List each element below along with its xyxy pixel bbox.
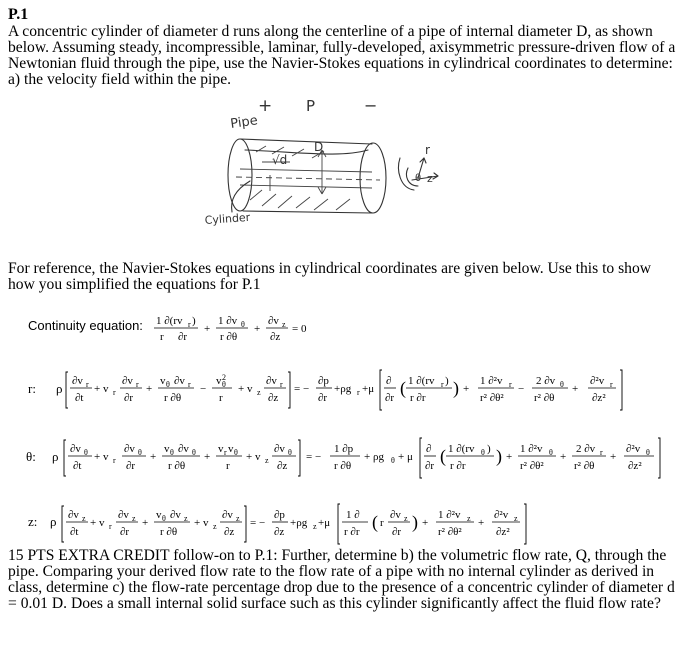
- svg-text:∂p: ∂p: [318, 375, 329, 387]
- svg-text:z: z: [184, 514, 188, 523]
- svg-text:∂r: ∂r: [126, 460, 136, 472]
- svg-text:∂p: ∂p: [274, 509, 285, 521]
- sketch-plus-sign: +: [258, 96, 273, 116]
- svg-text:+: +: [560, 451, 567, 463]
- svg-text:r ∂θ: r ∂θ: [334, 460, 352, 472]
- svg-text:r² ∂θ²: r² ∂θ²: [520, 460, 544, 472]
- svg-text:z: z: [467, 514, 471, 523]
- svg-text:+: +: [254, 323, 261, 335]
- extra-credit-text: 15 PTS EXTRA CREDIT follow-on to P.1: Further, determine b) the volumetric flow rate, Q, through the pipe. Comparing your derived flow rate to the flow rate of a pipe with no internal cylinder as derived in class, determine c) the flow-rate percentage drop due to the presence of a concentric cylinder of diameter d = 0.01 D. Does a small internal solid surface such as this cylinder significantly affect the fluid flow rate?: [8, 547, 675, 612]
- svg-text:r: r: [280, 380, 283, 389]
- svg-text:z: z: [82, 514, 86, 523]
- svg-text:∂: ∂: [386, 375, 392, 387]
- svg-text:z: z: [213, 522, 217, 531]
- svg-text:∂z: ∂z: [268, 392, 279, 404]
- svg-text:r² ∂θ: r² ∂θ: [534, 392, 555, 404]
- svg-text:r ∂θ: r ∂θ: [220, 331, 238, 343]
- svg-text:+ μ: + μ: [398, 451, 413, 463]
- theta-momentum-equation: [52, 438, 660, 478]
- svg-text:r: r: [113, 388, 116, 397]
- svg-text:): ): [445, 375, 449, 387]
- svg-text:r ∂θ: r ∂θ: [164, 392, 182, 404]
- svg-text:v: v: [156, 509, 162, 521]
- svg-text:2: 2: [222, 373, 226, 382]
- svg-text:θ: θ: [138, 448, 142, 457]
- svg-text:∂z²: ∂z²: [628, 460, 642, 472]
- svg-text:r: r: [109, 522, 112, 531]
- svg-text:z: z: [265, 456, 269, 465]
- svg-text:+: +: [422, 517, 429, 529]
- svg-text:∂r: ∂r: [392, 526, 402, 538]
- svg-text:1 ∂p: 1 ∂p: [334, 443, 354, 455]
- svg-text:∂z: ∂z: [270, 331, 281, 343]
- svg-text:∂v: ∂v: [222, 509, 233, 521]
- sketch-pipe-label: Pipe: [229, 113, 259, 132]
- svg-text:z: z: [257, 388, 261, 397]
- svg-text:r: r: [113, 456, 116, 465]
- svg-text:θ: θ: [549, 448, 553, 457]
- svg-text:): ): [412, 512, 418, 532]
- svg-text:∂t: ∂t: [73, 460, 82, 472]
- svg-text:r: r: [509, 380, 512, 389]
- svg-text:+ v: + v: [90, 517, 105, 529]
- svg-text:+: +: [146, 383, 153, 395]
- theta-equation-label: θ:: [26, 449, 36, 464]
- svg-text:ρ: ρ: [56, 381, 63, 396]
- svg-text:θ: θ: [166, 380, 170, 389]
- svg-text:z: z: [132, 514, 136, 523]
- svg-text:z: z: [282, 320, 286, 329]
- svg-text:= −: = −: [250, 517, 266, 529]
- svg-text:= −: = −: [294, 383, 310, 395]
- svg-text:+μ: +μ: [362, 383, 375, 395]
- svg-text:1 ∂: 1 ∂: [346, 509, 360, 521]
- svg-text:r: r: [136, 380, 139, 389]
- svg-text:r: r: [610, 380, 613, 389]
- svg-text:∂²v: ∂²v: [494, 509, 509, 521]
- svg-text:z: z: [514, 514, 518, 523]
- svg-text:−: −: [518, 383, 525, 395]
- svg-text:θ: θ: [222, 380, 226, 389]
- cylinder-pointer: [232, 181, 250, 212]
- svg-text:r: r: [380, 517, 384, 529]
- svg-text:∂r: ∂r: [120, 526, 130, 538]
- svg-text:θ: θ: [234, 448, 238, 457]
- svg-text:θ: θ: [170, 448, 174, 457]
- svg-text:∂v: ∂v: [118, 509, 129, 521]
- svg-text:v: v: [228, 443, 234, 455]
- r-momentum-equation: [56, 370, 622, 410]
- svg-text:ρ: ρ: [52, 449, 59, 464]
- svg-text:+ρg: +ρg: [334, 383, 352, 395]
- svg-text:ρ: ρ: [50, 514, 57, 529]
- continuity-label: Continuity equation:: [28, 318, 143, 333]
- svg-text:∂z: ∂z: [224, 526, 235, 538]
- svg-text:∂v: ∂v: [178, 443, 189, 455]
- svg-text:r: r: [188, 320, 191, 329]
- svg-text:r ∂θ: r ∂θ: [160, 526, 178, 538]
- svg-text:): ): [487, 443, 491, 455]
- svg-text:+: +: [506, 451, 513, 463]
- svg-text:∂r: ∂r: [318, 392, 328, 404]
- svg-text:+ v: + v: [246, 451, 261, 463]
- svg-text:r ∂θ: r ∂θ: [168, 460, 186, 472]
- svg-text:v: v: [164, 443, 170, 455]
- svg-text:+: +: [572, 383, 579, 395]
- svg-text:θ: θ: [391, 456, 395, 465]
- svg-text:+ v: + v: [238, 383, 253, 395]
- continuity-equation: [154, 315, 307, 343]
- svg-text:+: +: [478, 517, 485, 529]
- sketch-cylinder-label: Cylinder: [204, 210, 251, 227]
- svg-text:∂r: ∂r: [385, 392, 395, 404]
- problem-title: P.1: [8, 6, 29, 23]
- svg-text:1 ∂²v: 1 ∂²v: [438, 509, 461, 521]
- svg-text:θ: θ: [646, 448, 650, 457]
- svg-text:1 ∂v: 1 ∂v: [218, 315, 238, 327]
- svg-text:z: z: [404, 514, 408, 523]
- svg-text:∂z²: ∂z²: [592, 392, 606, 404]
- svg-text:r² ∂θ²: r² ∂θ²: [438, 526, 462, 538]
- svg-text:+ v: + v: [94, 451, 109, 463]
- svg-text:r: r: [160, 331, 164, 343]
- svg-text:+: +: [150, 451, 157, 463]
- sketch-theta-axis-label: θ: [415, 173, 422, 184]
- svg-text:+ ρg: + ρg: [364, 451, 384, 463]
- svg-text:1 ∂²v: 1 ∂²v: [520, 443, 543, 455]
- svg-text:∂r: ∂r: [178, 331, 188, 343]
- sketch-r-axis-label: r: [425, 143, 430, 157]
- svg-text:= 0: = 0: [292, 323, 307, 335]
- coordinate-axes: [399, 158, 438, 190]
- svg-text:∂v: ∂v: [70, 443, 81, 455]
- svg-text:r: r: [219, 392, 223, 404]
- z-equation-label: z:: [28, 514, 38, 529]
- svg-text:r: r: [86, 380, 89, 389]
- sketch-z-axis-label: z: [427, 172, 433, 185]
- svg-text:1 ∂(rv: 1 ∂(rv: [448, 443, 475, 455]
- svg-text:r: r: [224, 448, 227, 457]
- svg-text:+μ: +μ: [318, 517, 331, 529]
- svg-text:θ: θ: [241, 320, 245, 329]
- svg-text:∂v: ∂v: [124, 443, 135, 455]
- sketch-big-d-label: D: [314, 140, 324, 154]
- svg-text:r: r: [441, 380, 444, 389]
- svg-text:r ∂r: r ∂r: [344, 526, 360, 538]
- svg-text:∂t: ∂t: [70, 526, 79, 538]
- svg-text:∂v: ∂v: [68, 509, 79, 521]
- svg-text:r² ∂θ²: r² ∂θ²: [480, 392, 504, 404]
- sketch-small-d-label: √d: [272, 153, 288, 167]
- svg-text:z: z: [313, 522, 317, 531]
- svg-text:∂v: ∂v: [268, 315, 279, 327]
- svg-text:+ v: + v: [94, 383, 109, 395]
- r-equation-label: r:: [28, 381, 36, 396]
- svg-text:∂t: ∂t: [75, 392, 84, 404]
- svg-text:): ): [453, 378, 459, 398]
- svg-text:+: +: [142, 517, 149, 529]
- problem-intro: A concentric cylinder of diameter d runs along the centerline of a pipe of internal diameter D, as shown below. Assuming steady, incompressible, laminar, fully-developed, axisymmetric pressure-driven flow of a Newtonian fluid through the pipe, use the Navier-Stokes equations in cylindrical coordinates to determine: a) the velocity field within the pipe.: [8, 23, 676, 88]
- svg-text:∂²v: ∂²v: [590, 375, 605, 387]
- svg-text:θ: θ: [162, 514, 166, 523]
- svg-text:∂v: ∂v: [72, 375, 83, 387]
- svg-text:∂z: ∂z: [277, 460, 288, 472]
- svg-text:1 ∂²v: 1 ∂²v: [480, 375, 503, 387]
- svg-text:): ): [192, 315, 196, 327]
- svg-text:v: v: [160, 375, 166, 387]
- pipe-hatch: [250, 146, 350, 210]
- pipe-outline: [228, 139, 386, 213]
- svg-text:r ∂r: r ∂r: [450, 460, 466, 472]
- svg-text:+: +: [204, 451, 211, 463]
- svg-text:θ: θ: [192, 448, 196, 457]
- svg-text:∂v: ∂v: [266, 375, 277, 387]
- sketch-minus-sign: −: [364, 96, 378, 115]
- svg-text:r² ∂θ: r² ∂θ: [574, 460, 595, 472]
- svg-text:2 ∂v: 2 ∂v: [576, 443, 596, 455]
- svg-text:+: +: [463, 383, 470, 395]
- sketch-p-label: P: [306, 97, 316, 115]
- svg-text:z: z: [236, 514, 240, 523]
- svg-text:∂r: ∂r: [425, 460, 435, 472]
- svg-text:): ): [496, 446, 502, 466]
- svg-text:+: +: [610, 451, 617, 463]
- svg-text:θ: θ: [481, 448, 485, 457]
- svg-text:1 ∂(rv: 1 ∂(rv: [156, 315, 183, 327]
- z-momentum-equation: [50, 504, 526, 544]
- svg-text:r: r: [600, 448, 603, 457]
- svg-text:r ∂r: r ∂r: [410, 392, 426, 404]
- svg-text:r: r: [357, 388, 360, 397]
- inner-cylinder: [236, 150, 380, 194]
- svg-text:∂z²: ∂z²: [496, 526, 510, 538]
- svg-text:∂v: ∂v: [390, 509, 401, 521]
- svg-text:θ: θ: [288, 448, 292, 457]
- svg-text:v: v: [218, 443, 224, 455]
- svg-text:∂v: ∂v: [122, 375, 133, 387]
- svg-text:∂v: ∂v: [274, 443, 285, 455]
- svg-text:r: r: [226, 460, 230, 472]
- svg-text:∂: ∂: [426, 443, 432, 455]
- svg-text:(: (: [400, 378, 406, 398]
- svg-text:r: r: [188, 380, 191, 389]
- svg-text:θ: θ: [560, 380, 564, 389]
- svg-text:∂z: ∂z: [274, 526, 285, 538]
- svg-text:θ: θ: [84, 448, 88, 457]
- svg-text:1 ∂(rv: 1 ∂(rv: [408, 375, 435, 387]
- svg-text:−: −: [200, 383, 207, 395]
- svg-text:∂v: ∂v: [170, 509, 181, 521]
- reference-text: For reference, the Navier-Stokes equations in cylindrical coordinates are given below. Use this to show how you simplified the equations for P.1: [8, 260, 652, 293]
- svg-text:= −: = −: [306, 451, 322, 463]
- svg-text:2 ∂v: 2 ∂v: [536, 375, 556, 387]
- svg-text:∂²v: ∂²v: [626, 443, 641, 455]
- svg-text:+ρg: +ρg: [290, 517, 308, 529]
- svg-text:(: (: [440, 446, 446, 466]
- svg-text:(: (: [372, 512, 378, 532]
- svg-text:+: +: [204, 323, 211, 335]
- svg-text:∂v: ∂v: [174, 375, 185, 387]
- svg-text:∂r: ∂r: [124, 392, 134, 404]
- svg-text:+ v: + v: [194, 517, 209, 529]
- svg-text:v: v: [216, 375, 222, 387]
